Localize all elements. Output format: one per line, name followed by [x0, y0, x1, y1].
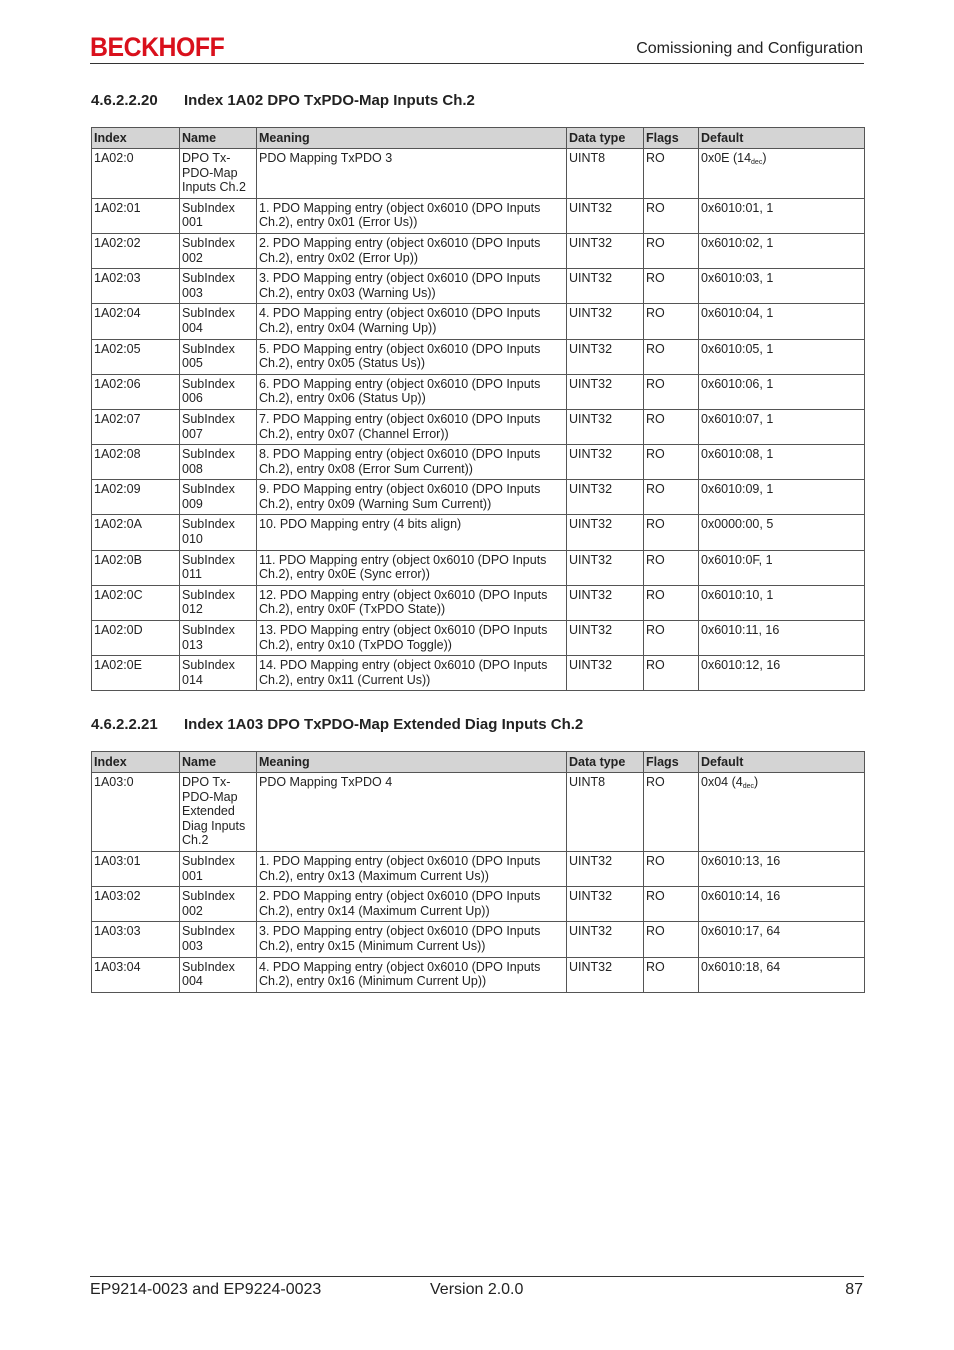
table-row — [92, 550, 865, 585]
cell-flags: RO — [644, 922, 699, 957]
cell-index: 1A02:0 — [92, 149, 180, 199]
cell-flags: RO — [644, 339, 699, 374]
beckhoff-logo: BECKHOFF — [90, 32, 225, 62]
cell-name: SubIndex 003 — [180, 922, 257, 957]
table-body — [92, 149, 865, 691]
cell-default: 0x6010:05, 1 — [699, 339, 865, 374]
cell-name: SubIndex 002 — [180, 887, 257, 922]
cell-name: SubIndex 008 — [180, 445, 257, 480]
cell-type: UINT32 — [567, 656, 644, 691]
footer-version: Version 2.0.0 — [430, 1281, 524, 1298]
cell-flags: RO — [644, 445, 699, 480]
table-header-row — [92, 128, 865, 149]
cell-name: SubIndex 003 — [180, 269, 257, 304]
cell-name: SubIndex 009 — [180, 480, 257, 515]
cell-meaning: 1. PDO Mapping entry (object 0x6010 (DPO Inputs Ch.2), entry 0x01 (Error Us)) — [257, 198, 567, 233]
table-row — [92, 621, 865, 656]
cell-name: SubIndex 014 — [180, 656, 257, 691]
cell-type: UINT32 — [567, 515, 644, 550]
table-row — [92, 515, 865, 550]
cell-type: UINT32 — [567, 339, 644, 374]
table-row — [92, 445, 865, 480]
cell-default: 0x6010:06, 1 — [699, 374, 865, 409]
cell-flags: RO — [644, 233, 699, 268]
cell-default: 0x6010:02, 1 — [699, 233, 865, 268]
cell-name: SubIndex 013 — [180, 621, 257, 656]
cell-type: UINT32 — [567, 480, 644, 515]
cell-default: 0x6010:11, 16 — [699, 621, 865, 656]
cell-meaning: PDO Mapping TxPDO 3 — [257, 149, 567, 199]
cell-index: 1A02:01 — [92, 198, 180, 233]
cell-flags: RO — [644, 585, 699, 620]
cell-meaning: 3. PDO Mapping entry (object 0x6010 (DPO Inputs Ch.2), entry 0x15 (Minimum Current Us)) — [257, 922, 567, 957]
section-number: 4.6.2.2.20 — [91, 92, 158, 109]
cell-index: 1A03:03 — [92, 922, 180, 957]
table-row — [92, 656, 865, 691]
section-title: Index 1A03 DPO TxPDO-Map Extended Diag Inputs Ch.2 — [184, 716, 584, 733]
cell-index: 1A02:08 — [92, 445, 180, 480]
cell-meaning: 11. PDO Mapping entry (object 0x6010 (DPO Inputs Ch.2), entry 0x0E (Sync error)) — [257, 550, 567, 585]
cell-meaning: 3. PDO Mapping entry (object 0x6010 (DPO Inputs Ch.2), entry 0x03 (Warning Us)) — [257, 269, 567, 304]
cell-flags: RO — [644, 198, 699, 233]
table-row — [92, 198, 865, 233]
cell-meaning: 1. PDO Mapping entry (object 0x6010 (DPO Inputs Ch.2), entry 0x13 (Maximum Current Us)) — [257, 851, 567, 886]
cell-type: UINT32 — [567, 550, 644, 585]
table-row — [92, 957, 865, 992]
cell-flags: RO — [644, 957, 699, 992]
column-header: Default — [699, 752, 865, 773]
cell-flags: RO — [644, 656, 699, 691]
table-row — [92, 480, 865, 515]
cell-meaning: 8. PDO Mapping entry (object 0x6010 (DPO Inputs Ch.2), entry 0x08 (Error Sum Current)) — [257, 445, 567, 480]
column-header: Index — [92, 752, 180, 773]
cell-index: 1A02:06 — [92, 374, 180, 409]
column-header: Flags — [644, 752, 699, 773]
column-header: Data type — [567, 128, 644, 149]
table-row — [92, 339, 865, 374]
cell-index: 1A03:04 — [92, 957, 180, 992]
footer-divider — [90, 1276, 864, 1277]
table-row — [92, 851, 865, 886]
cell-meaning: PDO Mapping TxPDO 4 — [257, 773, 567, 852]
cell-default: 0x6010:17, 64 — [699, 922, 865, 957]
column-header: Name — [180, 752, 257, 773]
column-header: Flags — [644, 128, 699, 149]
table-row — [92, 887, 865, 922]
cell-meaning: 4. PDO Mapping entry (object 0x6010 (DPO Inputs Ch.2), entry 0x04 (Warning Up)) — [257, 304, 567, 339]
cell-name: DPO Tx- PDO-Map Extended Diag Inputs Ch.2 — [180, 773, 257, 852]
cell-index: 1A02:09 — [92, 480, 180, 515]
cell-default: 0x6010:14, 16 — [699, 887, 865, 922]
header-title: Comissioning and Configuration — [636, 40, 863, 57]
cell-meaning: 9. PDO Mapping entry (object 0x6010 (DPO Inputs Ch.2), entry 0x09 (Warning Sum Current)) — [257, 480, 567, 515]
table-row — [92, 922, 865, 957]
table-row — [92, 149, 865, 199]
cell-flags: RO — [644, 304, 699, 339]
cell-type: UINT32 — [567, 233, 644, 268]
cell-index: 1A02:0E — [92, 656, 180, 691]
cell-name: SubIndex 001 — [180, 198, 257, 233]
cell-meaning: 7. PDO Mapping entry (object 0x6010 (DPO Inputs Ch.2), entry 0x07 (Channel Error)) — [257, 409, 567, 444]
cell-flags: RO — [644, 851, 699, 886]
cell-flags: RO — [644, 773, 699, 852]
cell-name: SubIndex 006 — [180, 374, 257, 409]
cell-index: 1A03:0 — [92, 773, 180, 852]
table-row — [92, 585, 865, 620]
cell-flags: RO — [644, 550, 699, 585]
cell-meaning: 4. PDO Mapping entry (object 0x6010 (DPO Inputs Ch.2), entry 0x16 (Minimum Current Up)) — [257, 957, 567, 992]
default-suffix: ) — [762, 151, 767, 165]
cell-flags: RO — [644, 480, 699, 515]
cell-index: 1A02:03 — [92, 269, 180, 304]
cell-type: UINT32 — [567, 922, 644, 957]
cell-index: 1A02:0D — [92, 621, 180, 656]
cell-type: UINT32 — [567, 621, 644, 656]
cell-index: 1A03:01 — [92, 851, 180, 886]
cell-default: 0x6010:12, 16 — [699, 656, 865, 691]
table-row — [92, 773, 865, 852]
default-value: 0x04 (4 — [701, 775, 743, 789]
default-base-subscript: dec — [742, 783, 754, 790]
cell-flags: RO — [644, 374, 699, 409]
cell-index: 1A02:0A — [92, 515, 180, 550]
table-row — [92, 304, 865, 339]
cell-type: UINT8 — [567, 149, 644, 199]
table-row — [92, 269, 865, 304]
table-body — [92, 773, 865, 993]
cell-meaning: 5. PDO Mapping entry (object 0x6010 (DPO Inputs Ch.2), entry 0x05 (Status Us)) — [257, 339, 567, 374]
cell-flags: RO — [644, 515, 699, 550]
cell-name: DPO Tx- PDO-Map Inputs Ch.2 — [180, 149, 257, 199]
cell-type: UINT32 — [567, 957, 644, 992]
cell-name: SubIndex 004 — [180, 957, 257, 992]
cell-index: 1A02:0C — [92, 585, 180, 620]
column-header: Default — [699, 128, 865, 149]
cell-index: 1A03:02 — [92, 887, 180, 922]
cell-default: 0x6010:08, 1 — [699, 445, 865, 480]
column-header: Index — [92, 128, 180, 149]
default-suffix: ) — [754, 775, 759, 789]
object-table-1a02 — [91, 127, 865, 691]
cell-type: UINT32 — [567, 851, 644, 886]
cell-meaning: 14. PDO Mapping entry (object 0x6010 (DPO Inputs Ch.2), entry 0x11 (Current Us)) — [257, 656, 567, 691]
section-heading-1a03 — [91, 716, 583, 733]
cell-default: 0x6010:18, 64 — [699, 957, 865, 992]
cell-type: UINT32 — [567, 585, 644, 620]
cell-name: SubIndex 012 — [180, 585, 257, 620]
cell-default: 0x0000:00, 5 — [699, 515, 865, 550]
cell-name: SubIndex 001 — [180, 851, 257, 886]
cell-meaning: 6. PDO Mapping entry (object 0x6010 (DPO Inputs Ch.2), entry 0x06 (Status Up)) — [257, 374, 567, 409]
cell-default: 0x6010:07, 1 — [699, 409, 865, 444]
cell-name: SubIndex 011 — [180, 550, 257, 585]
cell-default — [699, 149, 865, 199]
cell-default: 0x6010:03, 1 — [699, 269, 865, 304]
cell-meaning: 2. PDO Mapping entry (object 0x6010 (DPO Inputs Ch.2), entry 0x02 (Error Up)) — [257, 233, 567, 268]
cell-default: 0x6010:10, 1 — [699, 585, 865, 620]
footer-page-number: 87 — [845, 1281, 863, 1298]
cell-type: UINT32 — [567, 304, 644, 339]
cell-default: 0x6010:0F, 1 — [699, 550, 865, 585]
cell-meaning: 13. PDO Mapping entry (object 0x6010 (DPO Inputs Ch.2), entry 0x10 (TxPDO Toggle)) — [257, 621, 567, 656]
cell-type: UINT32 — [567, 887, 644, 922]
column-header: Data type — [567, 752, 644, 773]
cell-default: 0x6010:01, 1 — [699, 198, 865, 233]
cell-type: UINT32 — [567, 269, 644, 304]
table-row — [92, 409, 865, 444]
cell-default: 0x6010:13, 16 — [699, 851, 865, 886]
section-heading-1a02 — [91, 92, 475, 109]
cell-index: 1A02:0B — [92, 550, 180, 585]
cell-index: 1A02:02 — [92, 233, 180, 268]
column-header: Name — [180, 128, 257, 149]
cell-name: SubIndex 002 — [180, 233, 257, 268]
column-header: Meaning — [257, 752, 567, 773]
cell-type: UINT8 — [567, 773, 644, 852]
cell-default — [699, 773, 865, 852]
object-table-1a03 — [91, 751, 865, 993]
default-value: 0x0E (14 — [701, 151, 752, 165]
cell-index: 1A02:05 — [92, 339, 180, 374]
cell-meaning: 10. PDO Mapping entry (4 bits align) — [257, 515, 567, 550]
column-header: Meaning — [257, 128, 567, 149]
cell-type: UINT32 — [567, 409, 644, 444]
table-row — [92, 374, 865, 409]
footer-product: EP9214-0023 and EP9224-0023 — [90, 1281, 322, 1298]
cell-flags: RO — [644, 887, 699, 922]
cell-flags: RO — [644, 269, 699, 304]
section-number: 4.6.2.2.21 — [91, 716, 158, 733]
cell-flags: RO — [644, 409, 699, 444]
cell-type: UINT32 — [567, 374, 644, 409]
section-title: Index 1A02 DPO TxPDO-Map Inputs Ch.2 — [184, 92, 475, 109]
cell-name: SubIndex 005 — [180, 339, 257, 374]
cell-name: SubIndex 004 — [180, 304, 257, 339]
cell-type: UINT32 — [567, 198, 644, 233]
cell-index: 1A02:04 — [92, 304, 180, 339]
cell-flags: RO — [644, 621, 699, 656]
cell-index: 1A02:07 — [92, 409, 180, 444]
cell-meaning: 2. PDO Mapping entry (object 0x6010 (DPO Inputs Ch.2), entry 0x14 (Maximum Current Up)) — [257, 887, 567, 922]
cell-name: SubIndex 010 — [180, 515, 257, 550]
table-header-row — [92, 752, 865, 773]
cell-default: 0x6010:09, 1 — [699, 480, 865, 515]
header-divider — [90, 63, 864, 64]
cell-default: 0x6010:04, 1 — [699, 304, 865, 339]
default-base-subscript: dec — [751, 159, 763, 166]
cell-meaning: 12. PDO Mapping entry (object 0x6010 (DPO Inputs Ch.2), entry 0x0F (TxPDO State)) — [257, 585, 567, 620]
cell-type: UINT32 — [567, 445, 644, 480]
table-row — [92, 233, 865, 268]
cell-name: SubIndex 007 — [180, 409, 257, 444]
cell-flags: RO — [644, 149, 699, 199]
